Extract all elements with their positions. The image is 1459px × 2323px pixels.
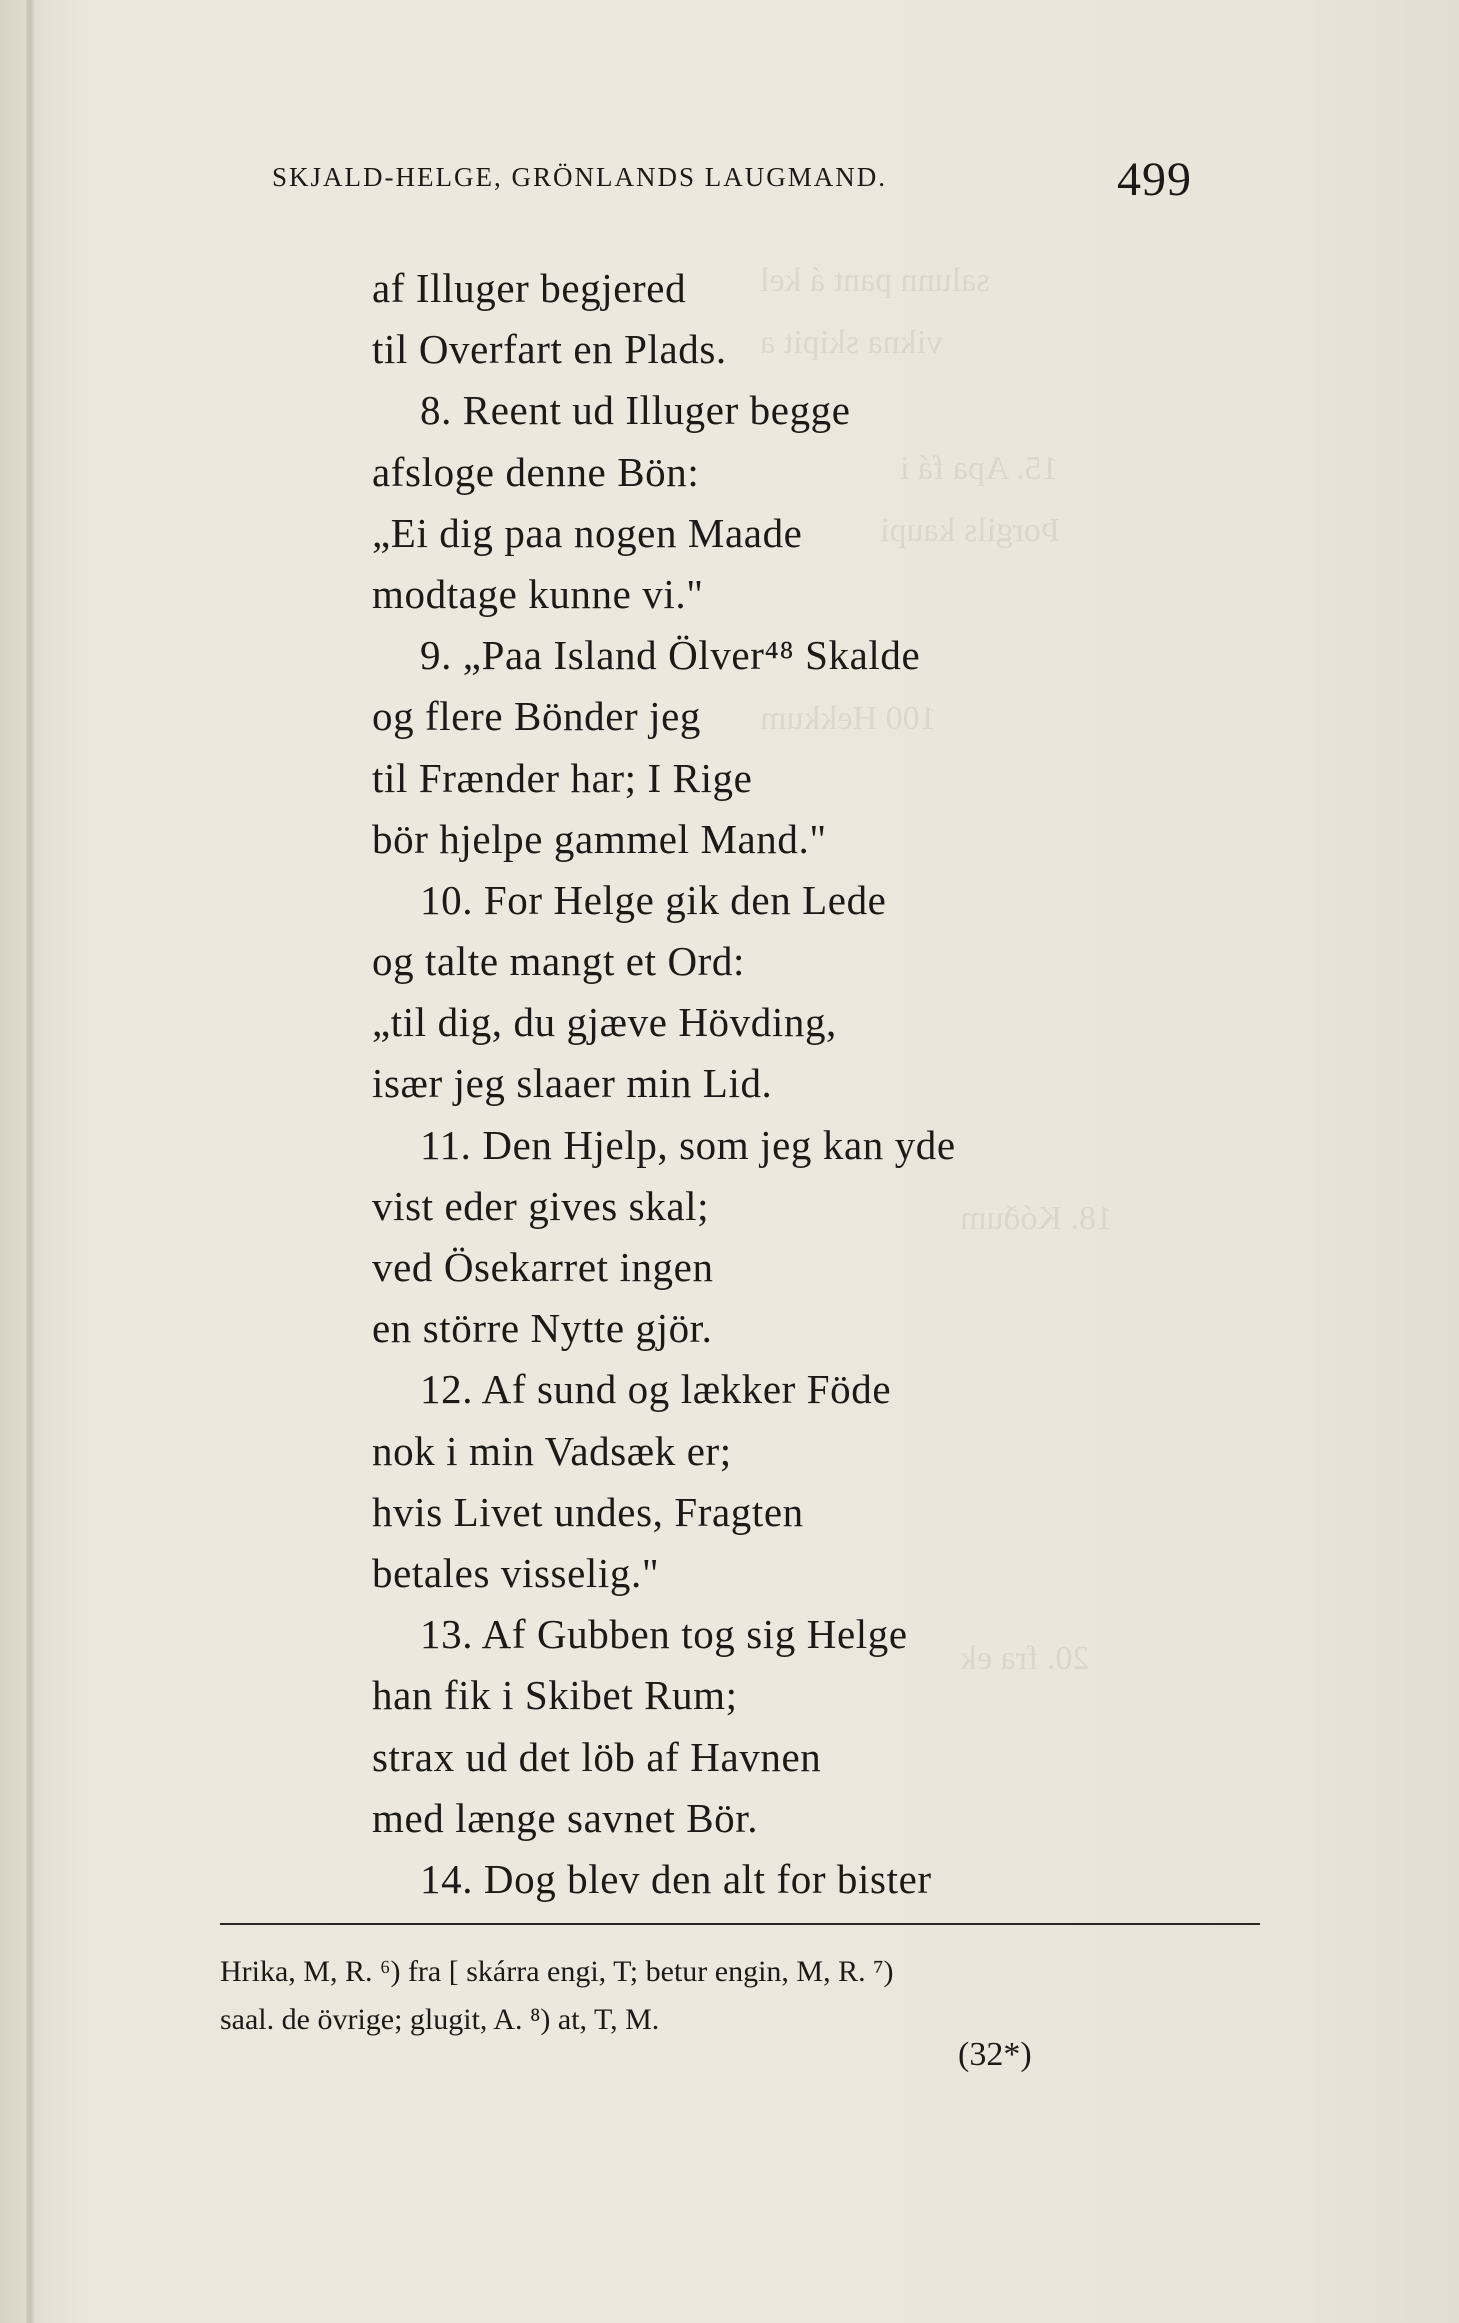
footnote-line: Hrika, M, R. ⁶) fra [ skárra engi, T; betur engin, M, R. ⁷): [220, 1955, 894, 1988]
verse-line: strax ud det löb af Havnen: [372, 1733, 822, 1780]
verse-line: vist eder gives skal;: [372, 1182, 710, 1229]
show-through-text: 20. fra ek: [960, 1640, 1090, 1677]
verse-line: hvis Livet undes, Fragten: [372, 1488, 804, 1535]
verse-line: af Illuger begjered: [372, 265, 687, 311]
verse-line: modtage kunne vi.": [372, 570, 704, 617]
verse-line: „Ei dig paa nogen Maade: [372, 509, 803, 556]
verse-line: afsloge denne Bön:: [372, 448, 700, 495]
show-through-text: 15. Apa fá i: [900, 450, 1059, 487]
show-through-text: salunn pant á kel: [760, 262, 990, 299]
show-through-text: Þorgils kaupi: [880, 512, 1060, 549]
verse-line: nok i min Vadsæk er;: [372, 1427, 732, 1474]
verse-line: han fik i Skibet Rum;: [372, 1672, 738, 1719]
verse-line: bör hjelpe gammel Mand.": [372, 815, 827, 862]
running-head: SKJALD-HELGE, GRÖNLANDS LAUGMAND.: [272, 162, 887, 192]
verse-line: en större Nytte gjör.: [372, 1305, 713, 1352]
verse-line: ved Ösekarret ingen: [372, 1244, 714, 1290]
footnote-line: saal. de övrige; glugit, A. ⁸) at, T, M.: [220, 2003, 660, 2036]
verse-line: især jeg slaaer min Lid.: [372, 1060, 773, 1107]
sheet-signature: (32*): [958, 2036, 1032, 2073]
verse-line: og talte mangt et Ord:: [372, 938, 745, 985]
poem-body: [372, 258, 1192, 1910]
verse-line: 10. For Helge gik den Lede: [420, 876, 887, 923]
footnotes: [220, 1948, 1260, 2044]
verse-line: og flere Bönder jeg: [372, 693, 702, 740]
verse-line: til Frænder har; I Rige: [372, 754, 753, 801]
verse-line: 8. Reent ud Illuger begge: [420, 387, 851, 434]
verse-line: betales visselig.": [372, 1549, 660, 1596]
verse-line: „til dig, du gjæve Hövding,: [372, 999, 837, 1046]
show-through-text: 18. Kóðum: [960, 1200, 1113, 1237]
verse-line: med længe savnet Bör.: [372, 1794, 759, 1841]
page-gutter: [26, 0, 34, 2323]
verse-line: til Overfart en Plads.: [372, 326, 727, 373]
verse-line: 13. Af Gubben tog sig Helge: [420, 1611, 908, 1658]
show-through-text: 100 Hekkum: [760, 700, 937, 737]
verse-line: 11. Den Hjelp, som jeg kan yde: [420, 1121, 956, 1168]
verse-line: 9. „Paa Island Ölver⁴⁸ Skalde: [420, 632, 921, 679]
page-header: [272, 152, 1192, 212]
show-through-text: vikna skipit a: [760, 324, 944, 361]
footnote-rule: [220, 1923, 1260, 1925]
verse-line: 12. Af sund og lækker Föde: [420, 1366, 892, 1413]
page-number: 499: [1117, 153, 1192, 206]
verse-line: 14. Dog blev den alt for bister: [420, 1855, 932, 1902]
